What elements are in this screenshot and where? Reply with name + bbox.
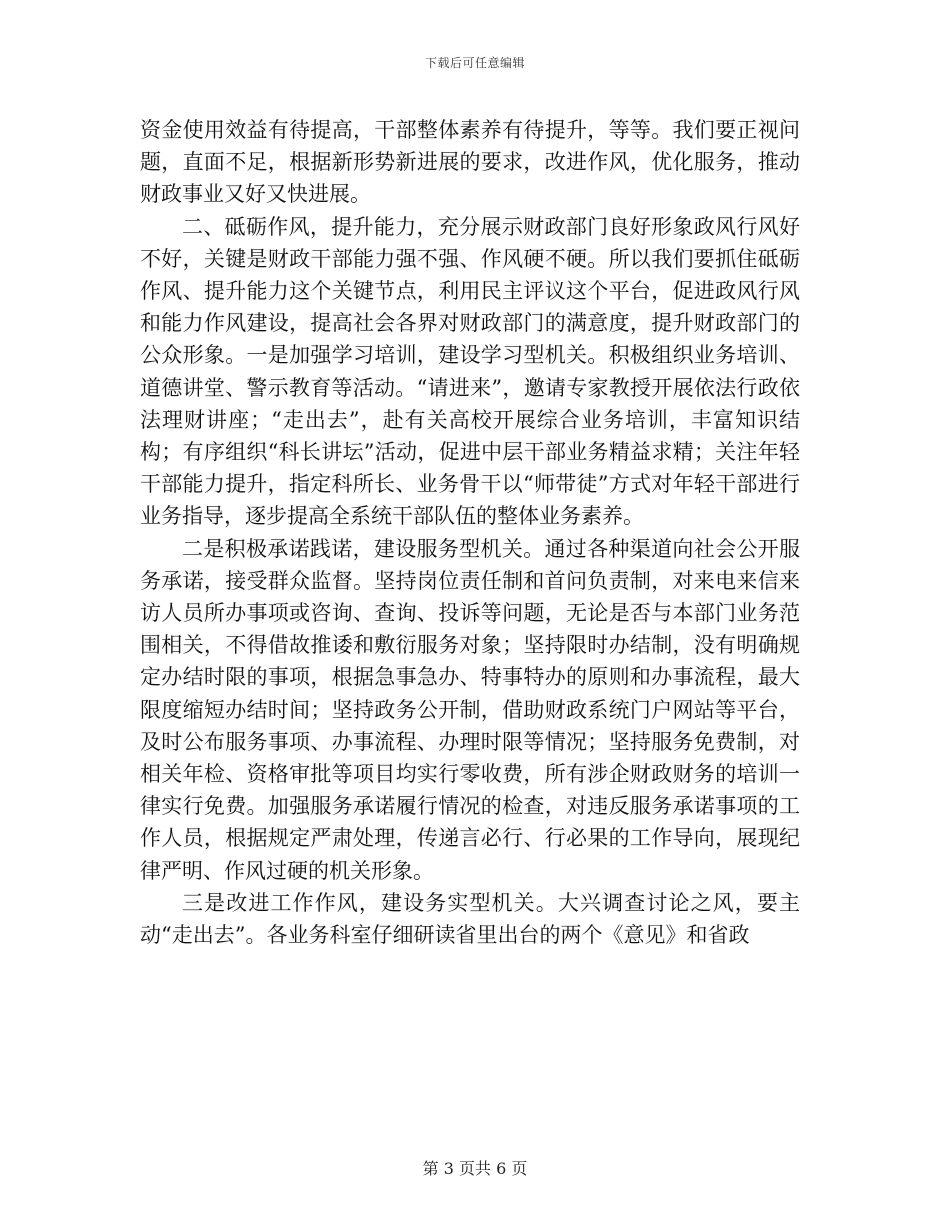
paragraph-4: 三是改进工作作风，建设务实型机关。大兴调查讨论之风，要主动“走出去”。各业务科室仔细研读省里出台的两个《意见》和省政	[140, 890, 800, 948]
page-header: 下载后可任意编辑	[424, 56, 525, 70]
paragraph-2: 二、砥砺作风，提升能力，充分展示财政部门良好形象政风行风好不好，关键是财政干部能力强不强、作风硬不硬。所以我们要抓住砥砺作风、提升能力这个关键节点，利用民主评议这个平台，促进政风行风和能力作风建设，提高社会各界对财政部门的满意度，提升财政部门的公众形象。一是加强学习培训，建设学习型机关。积极组织业务培训、道德讲堂、警示教育等活动。“请进来”，邀请专家教授开展依法行政依法理财讲座；“走出去”，赴有关高校开展综合业务培训，丰富知识结构；有序组织“科长讲坛”活动，促进中层干部业务精益求精；关注年轻干部能力提升，指定科所长、业务骨干以“师带徒”方式对年轻干部进行业务指导，逐步提高全系统干部队伍的整体业务素养。	[140, 214, 800, 529]
paragraph-3: 二是积极承诺践诺，建设服务型机关。通过各种渠道向社会公开服务承诺，接受群众监督。坚持岗位责任制和首问负责制，对来电来信来访人员所办事项或咨询、查询、投诉等问题，无论是否与本部门业务范围相关，不得借故推诿和敷衍服务对象；坚持限时办结制，没有明确规定办结时限的事项，根据急事急办、特事特办的原则和办事流程，最大限度缩短办结时间；坚持政务公开制，借助财政系统门户网站等平台，及时公布服务事项、办事流程、办理时限等情况；坚持服务免费制，对相关年检、资格审批等项目均实行零收费，所有涉企财政财务的培训一律实行免费。加强服务承诺履行情况的检查，对违反服务承诺事项的工作人员，根据规定严肃处理，传递言必行、行必果的工作导向，展现纪律严明、作风过硬的机关形象。	[140, 536, 800, 883]
page-number-footer: 第 3 页共 6 页	[422, 1159, 528, 1178]
document-body	[140, 114, 800, 951]
paragraph-1: 资金使用效益有待提高，干部整体素养有待提升，等等。我们要正视问题，直面不足，根据新形势新进展的要求，改进作风，优化服务，推动财政事业又好又快进展。	[140, 118, 800, 207]
